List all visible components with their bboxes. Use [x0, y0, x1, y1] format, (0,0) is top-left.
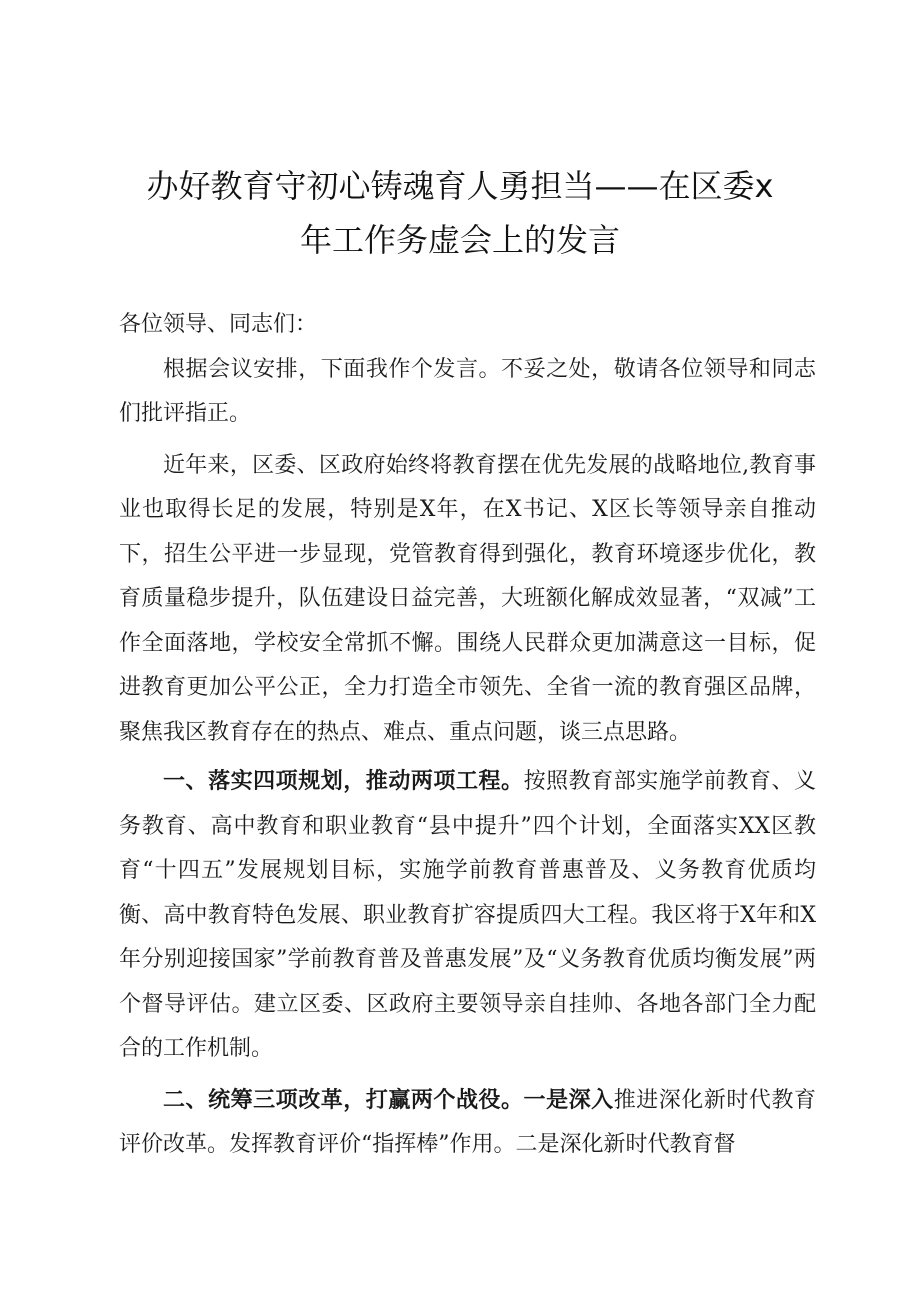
- paragraph-4-heading: 二、统筹三项改革，打赢两个战役。一是深入: [163, 1086, 614, 1113]
- paragraph-4: [119, 1078, 816, 1168]
- document-body: [119, 303, 816, 1168]
- paragraph-3: [119, 759, 816, 1072]
- paragraph-3-heading: 一、落实四项规划，推动两项工程。: [163, 768, 524, 794]
- title-line-1: 办好教育守初心铸魂育人勇担当——在区委x: [146, 167, 774, 205]
- document-title: [100, 159, 820, 267]
- title-line-2: 年工作务虚会上的发言: [299, 221, 620, 259]
- paragraph-3-body: 按照教育部实施学前教育、义务教育、高中教育和职业教育“县中提升”四个计划，全面落实XX区教育“十四五”发展规划目标，实施学前教育普惠普及、义务教育优质均衡、高中教育特色发展、职业教育扩容提质四大工程。我区将于X年和X年分别迎接国家”学前教育普及普惠发展”及“义务教育优质均衡发展”两个督导评估。建立区委、区政府主要领导亲自挂帅、各地各部门全力配合的工作机制。: [119, 769, 816, 1061]
- salutation: 各位领导、同志们：: [119, 312, 318, 337]
- paragraph-4-body: 推进深化新时代教育评价改革。发挥教育评价“指挥棒”作用。二是深化新时代教育督: [119, 1087, 816, 1157]
- paragraph-2: 近年来，区委、区政府始终将教育摆在优先发展的战略地位,教育事业也取得长足的发展，特别是X年，在X书记、X区长等领导亲自推动下，招生公平进一步显现，党管教育得到强化，教育环境逐步优化，教育质量稳步提升，队伍建设日益完善，大班额化解成效显著，“双减”工作全面落地，学校安全常抓不懈。围绕人民群众更加满意这一目标，促进教育更加公平公正，全力打造全市领先、全省一流的教育强区品牌，聚焦我区教育存在的热点、难点、重点问题，谈三点思路。: [119, 452, 816, 745]
- paragraph-1: 根据会议安排，下面我作个发言。不妥之处，敬请各位领导和同志们批评指正。: [119, 356, 816, 426]
